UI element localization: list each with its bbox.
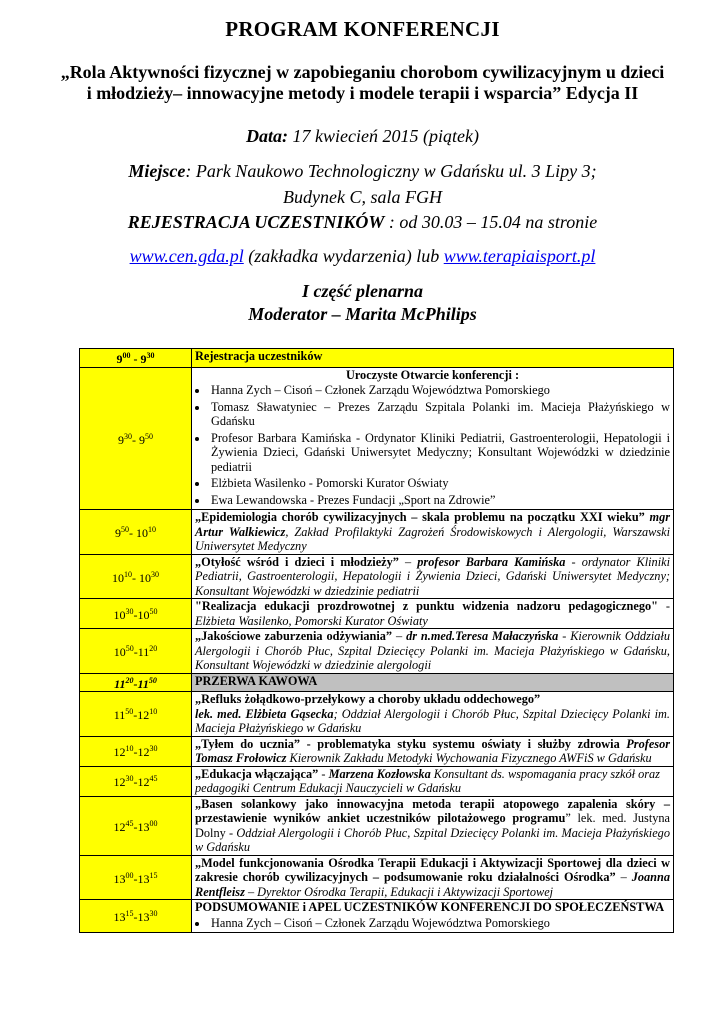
schedule-row bbox=[80, 766, 674, 796]
talk-affiliation: ; Oddział Alergologii i Chorób Płuc, Szpital Dziecięcy Polanki im. Macieja Płażyńskiego w Gdańsku bbox=[195, 706, 670, 735]
list-item: • Ewa Lewandowska - Prezes Fundacji „Sport na Zdrowie” bbox=[209, 493, 670, 508]
talk-cell: „Otyłość wśród i dzieci i młodzieży” – profesor Barbara Kamińska - ordynator Kliniki Pediatrii, Gastroenterologii, Hepatologii i Żywienia Dzieci, Gdański Uniwersytet Medyczny; Konsultant Wojewódzki w dziedzinie pediatrii bbox=[192, 554, 674, 599]
time-cell: $13^{00}-13^{15}$ bbox=[80, 855, 192, 900]
schedule-row bbox=[80, 367, 674, 510]
summary-title: PODSUMOWANIE i APEL UCZESTNIKÓW KONFERENCJI DO SPOŁECZEŃSTWA bbox=[195, 900, 665, 914]
talk-cell: „Model funkcjonowania Ośrodka Terapii Edukacji i Aktywizacji Sportowej dla dzieci w zakresie chorób cywilizacyjnych – podsumowanie roku działalności Ośrodka” – Joanna Rentfleisz – Dyrektor Ośrodka Terapii, Edukacji i Aktywizacji Sportowej bbox=[192, 855, 674, 900]
talk-affiliation: Konsultant ds. wspomagania pracy szkół oraz pedagogiki Centrum Edukacji Nauczycieli w Gdańsku bbox=[195, 766, 660, 795]
coffee-break-cell: PRZERWA KAWOWA bbox=[192, 673, 674, 692]
schedule-row bbox=[80, 599, 674, 629]
schedule-row bbox=[80, 554, 674, 599]
talk-speaker: profesor Barbara Kamińska bbox=[417, 554, 566, 569]
date-label: Data: bbox=[246, 126, 289, 146]
registration-value: : od 30.03 – 15.04 na stronie bbox=[384, 212, 598, 232]
talk-title: „Tyłem do ucznia” - problematyka styku systemu oświaty i służby zdrowia bbox=[195, 736, 620, 751]
registration-label: REJESTRACJA UCZESTNIKÓW bbox=[127, 212, 385, 232]
time-cell: $9^{50}-$ $10^{10}$ bbox=[80, 510, 192, 555]
talk-cell bbox=[192, 599, 674, 629]
talk-speaker: Joanna Rentfleisz bbox=[195, 870, 670, 899]
links-line bbox=[0, 246, 725, 267]
opening-people-list bbox=[195, 383, 670, 507]
opening-cell bbox=[192, 367, 674, 510]
time-cell: $9^{30}-$ $9^{50}$ bbox=[80, 367, 192, 510]
registration-cell: Rejestracja uczestników bbox=[192, 349, 674, 368]
talk-speaker: dr n.med.Teresa Małaczyńska bbox=[406, 629, 559, 643]
talk-title: „Edukacja włączająca” bbox=[195, 766, 319, 781]
links-mid: (zakładka wydarzenia) lub bbox=[243, 246, 444, 266]
time-cell: $12^{45}-13^{00}$ bbox=[80, 796, 192, 855]
talk-affiliation: - Elżbieta Wasilenko, Pomorski Kurator Oświaty bbox=[195, 599, 671, 628]
talk-cell bbox=[192, 510, 674, 555]
schedule-row bbox=[80, 673, 674, 692]
talk-title: „Epidemiologia chorób cywilizacyjnych – skala problemu na początku XXI wieku” bbox=[195, 510, 645, 524]
talk-affiliation: Oddział Alergologii i Chorób Płuc, Szpital Dziecięcy Polanki im. Macieja Płażyńskiego w Gdańsku bbox=[195, 825, 670, 854]
talk-cell bbox=[192, 736, 674, 766]
talk-cell: „Edukacja włączająca” - Marzena Kozłowska Konsultant ds. wspomagania pracy szkół oraz pedagogiki Centrum Edukacji Nauczycieli w Gdańsku bbox=[192, 766, 674, 796]
moderator: Moderator – Marita McPhilips bbox=[248, 304, 477, 324]
talk-cell: „Jakościowe zaburzenia odżywiania” – dr n.med.Teresa Małaczyńska - Kierownik Oddziału Alergologii i Chorób Płuc, Szpital Dziecięcy Polanki im. Macieja Płażyńskiego w Gdańsku, Konsultant Wojewódzki w dziedzinie alergologii bbox=[192, 629, 674, 674]
conference-theme: „Rola Aktywności fizycznej w zapobieganiu chorobom cywilizacyjnym u dzieci i młodzieży– innowacyjne metody i modele terapii i wsparcia” Edycja II bbox=[60, 62, 665, 103]
talk-cell bbox=[192, 692, 674, 737]
talk-speaker: ” lek. med. Justyna Dolny - bbox=[195, 811, 670, 840]
summary-cell bbox=[192, 900, 674, 933]
talk-affiliation: - ordynator Kliniki Pediatrii, Gastroenterologii, Hepatologii i Żywienia Dzieci, Gdański Uniwersytet Medyczny; Konsultant Wojewódzki w dziedzinie pediatrii bbox=[195, 554, 670, 598]
time-cell: $9^{00} - 9^{30}$ bbox=[80, 349, 192, 368]
schedule-row bbox=[80, 692, 674, 737]
list-item: • Profesor Barbara Kamińska - Ordynator Kliniki Pediatrii, Gastroenterologii, Hepatologii i Żywienia Dzieci, Gdański Uniwersytet Medyczny; Konsultant Wojewódzki w dziedzinie pediatrii bbox=[209, 431, 670, 475]
schedule-row bbox=[80, 855, 674, 900]
link-terapiaisport[interactable]: www.terapiaisport.pl bbox=[443, 246, 596, 266]
talk-title: "Realizacja edukacji prozdrowotnej z punktu widzenia nadzoru pedagogicznego" bbox=[195, 599, 658, 613]
schedule-row bbox=[80, 510, 674, 555]
schedule-table bbox=[79, 348, 674, 933]
schedule-row bbox=[80, 736, 674, 766]
talk-affiliation: Kierownik Zakładu Metodyki Wychowania Fizycznego AWFiS w Gdańsku bbox=[286, 751, 652, 765]
talk-title: „Basen solankowy jako innowacyjna metoda terapii atopowego zapalenia skóry – przestawienie wyników ankiet uczestników pilotażowego programu bbox=[195, 796, 670, 825]
list-item: • Hanna Zych – Cisoń – Członek Zarządu Województwa Pomorskiego bbox=[209, 916, 670, 931]
talk-cell bbox=[192, 796, 674, 855]
schedule-row bbox=[80, 349, 674, 368]
title: PROGRAM KONFERENCJI bbox=[225, 17, 500, 41]
schedule-row bbox=[80, 629, 674, 674]
list-item: • Tomasz Sławatyniec – Prezes Zarządu Szpitala Polanki im. Macieja Płażyńskiego w Gdańsku bbox=[209, 400, 670, 429]
schedule-row bbox=[80, 796, 674, 855]
date-value: 17 kwiecień 2015 (piątek) bbox=[288, 126, 479, 146]
time-cell: $10^{10}-$ $10^{30}$ bbox=[80, 554, 192, 599]
time-cell: $10^{50}-11^{20}$ bbox=[80, 629, 192, 674]
talk-affiliation: – Dyrektor Ośrodka Terapii, Edukacji i Aktywizacji Sportowej bbox=[244, 884, 554, 899]
list-item: • Hanna Zych – Cisoń – Członek Zarządu Województwa Pomorskiego bbox=[209, 383, 670, 398]
talk-title: „Otyłość wśród i dzieci i młodzieży” bbox=[195, 554, 399, 569]
time-cell: $11^{20}-11^{50}$ bbox=[80, 673, 192, 692]
time-cell: $13^{15}-13^{30}$ bbox=[80, 900, 192, 933]
summary-people-list bbox=[195, 916, 670, 931]
talk-speaker: Profesor Tomasz Frołowicz bbox=[195, 736, 671, 765]
schedule-row bbox=[80, 900, 674, 933]
opening-heading: Uroczyste Otwarcie konferencji : bbox=[345, 367, 520, 382]
time-cell: $11^{50}-12^{10}$ bbox=[80, 692, 192, 737]
date-line bbox=[0, 126, 725, 147]
time-cell: $12^{10}-12^{30}$ bbox=[80, 736, 192, 766]
talk-title: „Refluks żołądkowo-przełykowy a choroby układu oddechowego” bbox=[195, 692, 541, 706]
time-cell: $10^{30}-10^{50}$ bbox=[80, 599, 192, 629]
list-item: • Elżbieta Wasilenko - Pomorski Kurator Oświaty bbox=[209, 476, 670, 491]
place-label: Miejsce bbox=[128, 161, 186, 181]
place-value: : Park Naukowo Technologiczny w Gdańsku ul. 3 Lipy 3; bbox=[185, 161, 597, 181]
place-line-1 bbox=[0, 161, 725, 182]
talk-speaker: mgr Artur Walkiewicz bbox=[195, 510, 670, 539]
part-heading: I część plenarna bbox=[302, 281, 423, 301]
talk-title: „Jakościowe zaburzenia odżywiania” bbox=[195, 629, 393, 643]
talk-affiliation: , Zakład Profilaktyki Zagrożeń Środowiskowych i Alergologii, Warszawski Uniwersytet Medyczny bbox=[195, 524, 670, 553]
talk-speaker: lek. med. Elżbieta Gąsecka bbox=[195, 706, 334, 721]
registration-line bbox=[0, 212, 725, 233]
time-cell: $12^{30}-12^{45}$ bbox=[80, 766, 192, 796]
place-line-2: Budynek C, sala FGH bbox=[283, 187, 442, 207]
talk-title: „Model funkcjonowania Ośrodka Terapii Edukacji i Aktywizacji Sportowej dla dzieci w zakresie chorób cywilizacyjnych – podsumowanie roku działalności Ośrodka” bbox=[195, 855, 670, 884]
link-cen[interactable]: www.cen.gda.pl bbox=[129, 246, 244, 266]
talk-affiliation: - Kierownik Oddziału Alergologii i Chorób Płuc, Szpital Dziecięcy Polanki im. Macieja Płażyńskiego w Gdańsku, Konsultant Wojewódzki w dziedzinie alergologii bbox=[195, 629, 670, 672]
talk-speaker: Marzena Kozłowska bbox=[328, 766, 431, 781]
